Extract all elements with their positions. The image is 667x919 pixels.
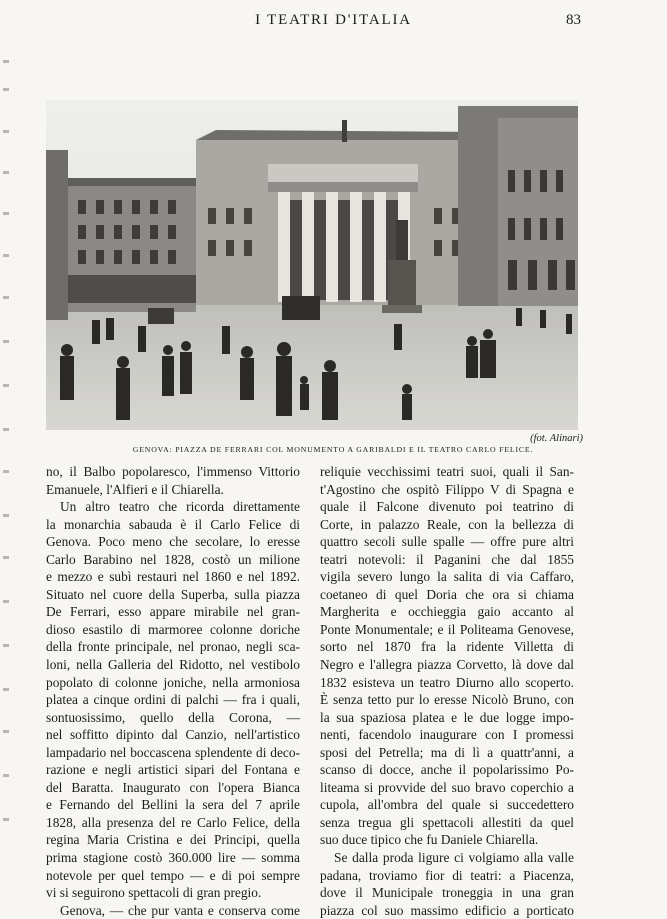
photograph-piazza-de-ferrari xyxy=(46,100,578,430)
text-line: dove il Municipale troneggia in una gran xyxy=(320,885,574,901)
text-line: suo duce tipico che fu Daniele Chiarella. xyxy=(320,832,539,848)
text-line: notevole per quel tempo — e di poi sempre xyxy=(46,867,300,883)
page-number: 83 xyxy=(566,12,581,28)
text-line: t'Agostino che ospitò Filippo V di Spagna e xyxy=(320,481,574,497)
text-line: Corte, in palazzo Reale, con la bellezza di xyxy=(320,516,574,532)
text-line: Situato nel cuore della Superba, sulla piazza xyxy=(46,586,300,602)
text-line: quale il Falcone divenuto poi teatrino di xyxy=(320,499,574,515)
text-line: regina Maria Cristina e dei Principi, quella xyxy=(46,832,300,848)
text-line: la sua spaziosa platea e le due logge impo- xyxy=(320,709,574,725)
text-line: popolato di colonne joniche, nella armoniosa xyxy=(46,674,300,690)
text-line: dioso esastilo di marmoree colonne doriche xyxy=(46,621,300,637)
text-line: coetaneo di quel Doria che ora si chiama xyxy=(320,586,574,602)
text-line: lampadario nel boccascena splendente di deco- xyxy=(46,744,300,760)
text-line: loni, nella Galleria del Ridotto, nel vestibolo xyxy=(46,657,300,673)
left-text-column xyxy=(46,463,300,919)
text-line: cupola, all'ombra del quale si succedettero xyxy=(320,797,574,813)
text-line: vigila severo lungo la salita di via Caffaro, xyxy=(320,569,574,585)
text-line: Genova. Poco meno che secolare, lo eresse xyxy=(46,534,300,550)
running-head: I TEATRI D'ITALIA xyxy=(255,12,412,28)
text-line: del Baratta. Inaugurato con l'opera Bianca xyxy=(46,779,300,795)
text-line: sorto nel 1870 fra la ridente Villetta di xyxy=(320,639,574,655)
text-line: prima stagione costò 360.000 lire — somma xyxy=(46,850,300,866)
text-line: no, il Balbo popolaresco, l'immenso Vittorio xyxy=(46,464,300,479)
text-line: 1828, alla presenza del re Carlo Felice, della xyxy=(46,814,300,830)
text-line: Ponte Monumentale; e il Politeama Genovese, xyxy=(320,621,574,637)
figure-caption: GENOVA: PIAZZA DE FERRARI COL MONUMENTO A GARIBALDI E IL TEATRO CARLO FELICE. xyxy=(132,445,534,454)
text-line: Un altro teatro che ricorda direttamente xyxy=(60,499,300,515)
text-line: Carlo Barabino nel 1828, costò un milione xyxy=(46,551,300,567)
text-line: Genova, — che pur vanta e conserva come xyxy=(60,902,300,918)
text-line: e Fernando del Bellini la sera del 7 aprile xyxy=(46,797,300,813)
text-line: e mezzo e subì restauri nel 1860 e nel 1892. xyxy=(46,569,300,585)
text-line: nenti, facendolo inaugurare con I promessi xyxy=(320,727,574,743)
text-line: Negro e l'allegra piazza Corvetto, là dove dal xyxy=(320,657,574,673)
text-line: la monarchia sabauda è il Carlo Felice di xyxy=(46,516,300,532)
text-line: senza tregua gli spettacoli allestiti da quel xyxy=(320,814,574,830)
right-text-column xyxy=(320,463,574,919)
text-line: scanso di docce, anche il popolarissimo Po- xyxy=(320,762,574,778)
text-line: piazza col suo massimo edificio a porticato xyxy=(320,902,574,918)
text-line: sposi del Petrella; ma di lì a quattr'anni, a xyxy=(320,744,574,760)
text-line: Se dalla proda ligure ci volgiamo alla valle xyxy=(334,850,574,866)
text-line: Margherita e occhieggia gaio accanto al xyxy=(320,604,574,620)
text-line: padana, troviamo fior di teatri: a Piacenza, xyxy=(320,867,574,883)
text-line: quattro secoli sulle spalle — offre pure altri xyxy=(320,534,574,550)
text-line: della fronte principale, nel pronao, negli sca- xyxy=(46,639,300,655)
binding-margin-marks xyxy=(0,40,14,860)
text-line: 1832 esisteva un teatro Diurno allo scoperto. xyxy=(320,674,574,690)
text-line: liteama si provvide del suo bravo coperchio a xyxy=(320,779,574,795)
text-line: teatri notevoli: il Paganini che dal 1855 xyxy=(320,551,574,567)
text-line: Emanuele, l'Alfieri e il Chiarella. xyxy=(46,481,224,497)
text-line: razione e negli artistici sipari del Fontana e xyxy=(46,762,300,778)
text-line: nel soffitto dipinto dal Canzio, nell'artistico xyxy=(46,727,300,743)
text-line: reliquie vecchissimi teatri suoi, quali il San- xyxy=(320,464,574,479)
text-line: De Ferrari, esso appare mirabile nel gran- xyxy=(46,604,300,620)
photo-credit: (fot. Alinari) xyxy=(530,433,583,444)
text-line: sontuosissimo, quello della Corona, — xyxy=(46,709,300,725)
text-line: platea a cinque ordini di palchi — fra i quali, xyxy=(46,692,300,708)
text-line: È senza tetto pur lo eresse Nicolò Bruno, con xyxy=(320,692,574,708)
text-line: vi si seguirono spettacoli di gran pregio. xyxy=(46,885,262,901)
